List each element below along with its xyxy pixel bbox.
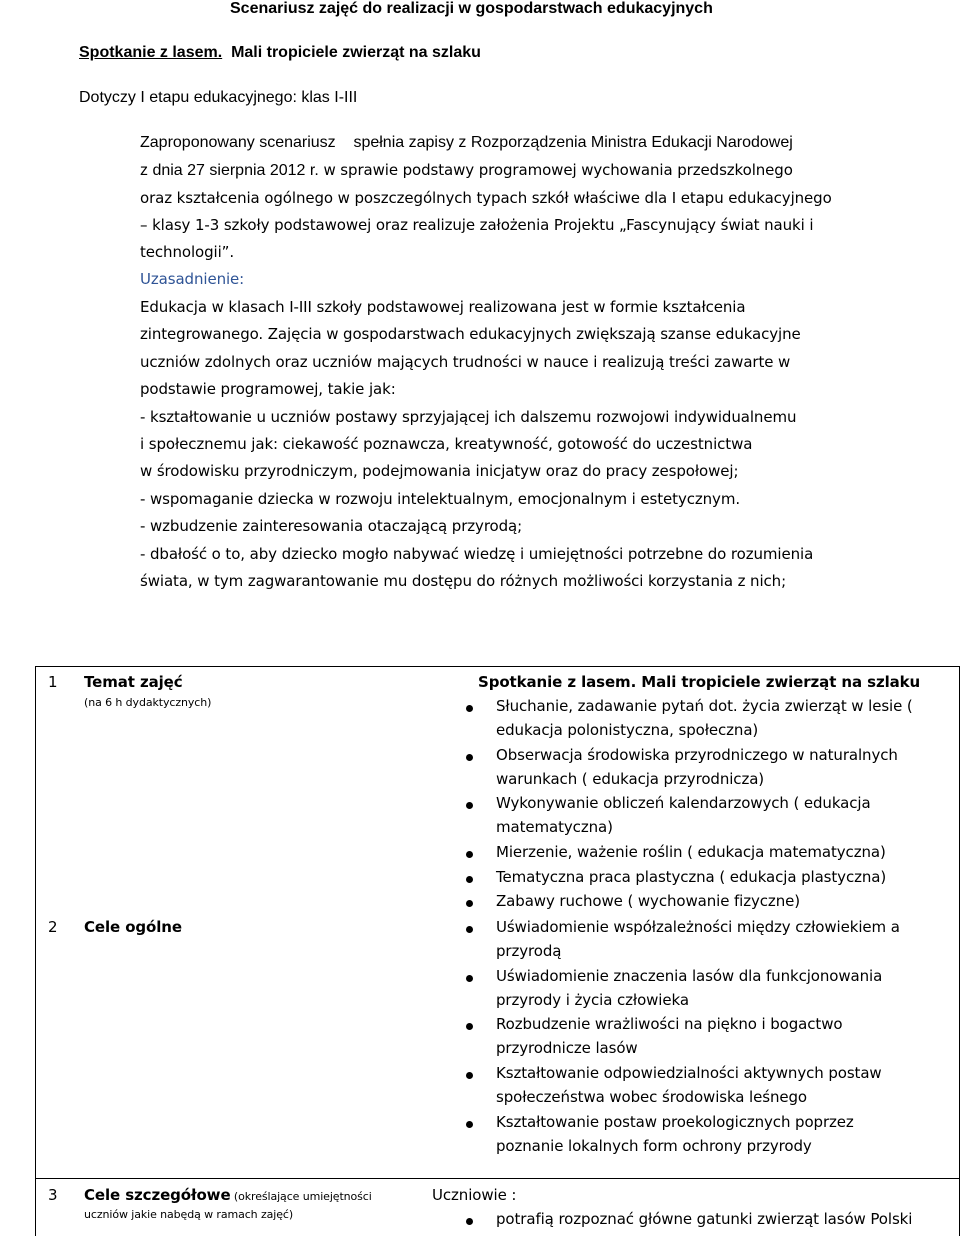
bullet-icon: [466, 754, 473, 761]
list-item-text: Mierzenie, ważenie roślin ( edukacja matematyczna): [496, 843, 886, 861]
intro-line-5: technologii”.: [140, 243, 234, 261]
row1-number: 1: [48, 673, 58, 691]
list-item-text: poznanie lokalnych form ochrony przyrody: [496, 1137, 812, 1155]
list-item-text: Wykonywanie obliczeń kalendarzowych ( edukacja: [496, 794, 871, 812]
row3-heading: Uczniowie :: [432, 1186, 517, 1204]
intro-line-1: Zaproponowany scenariusz spełnia zapisy z Rozporządzenia Ministra Edukacji Narodowej: [140, 134, 793, 151]
list-item-text: przyrody i życia człowieka: [496, 991, 689, 1009]
list-item-text: Obserwacja środowiska przyrodniczego w naturalnych: [496, 746, 898, 764]
intro-line-2-rest: w sprawie podstawy programowej wychowania przedszkolnego: [318, 161, 793, 179]
row2-number: 2: [48, 918, 58, 936]
row3-number: 3: [48, 1186, 58, 1204]
list-item-text: Rozbudzenie wrażliwości na piękno i bogactwo: [496, 1015, 843, 1033]
row1-label: Temat zajęć: [84, 673, 183, 691]
bullet-icon: [466, 926, 473, 933]
justification-line: uczniów zdolnych oraz uczniów mających trudności w nauce i realizują treści zawarte w: [140, 352, 791, 371]
bullet-icon: [466, 705, 473, 712]
meeting-label: Spotkanie z lasem.: [79, 44, 223, 61]
table-left-border: [35, 666, 36, 1236]
row1-sublabel: (na 6 h dydaktycznych): [84, 696, 212, 709]
list-item-text: przyrodą: [496, 942, 562, 960]
list-item-text: Kształtowanie odpowiedzialności aktywnych postaw: [496, 1064, 882, 1082]
justification-line: Edukacja w klasach I-III szkoły podstawowej realizowana jest w formie kształcenia: [140, 298, 746, 316]
document-title: Scenariusz zajęć do realizacji w gospodarstwach edukacyjnych: [230, 0, 713, 17]
bullet-icon: [466, 802, 473, 809]
justification-line: - wspomaganie dziecka w rozwoju intelektualnym, emocjonalnym i estetycznym.: [140, 489, 741, 508]
list-item-text: Uświadomienie współzależności między człowiekiem a: [496, 918, 900, 936]
bullet-icon: [466, 876, 473, 883]
bullet-icon: [466, 1121, 473, 1128]
list-item-text: warunkach ( edukacja przyrodnicza): [496, 770, 765, 788]
row2-label: Cele ogólne: [84, 918, 182, 936]
justification-line: podstawie programowej, takie jak:: [140, 380, 396, 399]
meeting-title: Mali tropiciele zwierząt na szlaku: [222, 44, 481, 61]
list-item-text: Słuchanie, zadawanie pytań dot. życia zwierząt w lesie (: [496, 697, 913, 715]
bullet-icon: [466, 900, 473, 907]
bullet-icon: [466, 1072, 473, 1079]
row3-label: Cele szczegółowe: [84, 1186, 231, 1204]
list-item-text: potrafią rozpoznać główne gatunki zwierząt lasów Polski: [496, 1210, 913, 1228]
justification-line: zintegrowanego. Zajęcia w gospodarstwach edukacyjnych zwiększają szanse edukacyjne: [140, 325, 801, 344]
table-top-border: [35, 666, 960, 667]
row3-label-note: (określające umiejętności: [230, 1190, 372, 1203]
list-item-text: Uświadomienie znaczenia lasów dla funkcjonowania: [496, 967, 883, 985]
table-row3-border: [35, 1178, 960, 1179]
list-item-text: Kształtowanie postaw proekologicznych poprzez: [496, 1113, 854, 1131]
row3-label-wrap: [84, 1186, 372, 1204]
bullet-icon: [466, 1218, 473, 1225]
justification-line: - wzbudzenie zainteresowania otaczającą przyrodą;: [140, 517, 523, 536]
bullet-icon: [466, 975, 473, 982]
list-item-text: Tematyczna praca plastyczna ( edukacja plastyczna): [496, 868, 887, 886]
stage-line: Dotyczy I etapu edukacyjnego: klas I-III: [79, 89, 358, 106]
intro-line-2: [140, 161, 793, 180]
intro-date: z dnia 27 sierpnia 2012 r.: [140, 162, 319, 179]
justification-line: świata, w tym zagwarantowanie mu dostępu do różnych możliwości korzystania z nich;: [140, 572, 787, 590]
list-item-text: Zabawy ruchowe ( wychowanie fizyczne): [496, 892, 800, 910]
row3-sublabel: uczniów jakie nabędą w ramach zajęć): [84, 1208, 294, 1221]
justification-line: w środowisku przyrodniczym, podejmowania inicjatyw oraz do pracy zespołowej;: [140, 462, 739, 481]
meeting-heading: [79, 44, 481, 62]
justification-line: - kształtowanie u uczniów postawy sprzyjającej ich dalszemu rozwojowi indywidualnemu: [140, 407, 797, 426]
list-item-text: matematyczna): [496, 818, 613, 836]
justification-line: - dbałość o to, aby dziecko mogło nabywać wiedzę i umiejętności potrzebne do rozumienia: [140, 544, 814, 563]
intro-line-3: oraz kształcenia ogólnego w poszczególnych typach szkół właściwe dla I etapu edukacyjnego: [140, 189, 832, 207]
justification-heading: Uzasadnienie:: [140, 270, 245, 288]
list-item-text: edukacja polonistyczna, społeczna): [496, 721, 759, 739]
list-item-text: społeczeństwa wobec środowiska leśnego: [496, 1088, 808, 1106]
row1-heading: Spotkanie z lasem. Mali tropiciele zwierząt na szlaku: [478, 673, 921, 691]
bullet-icon: [466, 851, 473, 858]
list-item-text: przyrodnicze lasów: [496, 1039, 638, 1057]
bullet-icon: [466, 1023, 473, 1030]
justification-line: i społecznemu jak: ciekawość poznawcza, kreatywność, gotowość do uczestnictwa: [140, 435, 753, 453]
intro-line-4: – klasy 1-3 szkoły podstawowej oraz realizuje założenia Projektu „Fascynujący świat nauki i: [140, 216, 814, 234]
